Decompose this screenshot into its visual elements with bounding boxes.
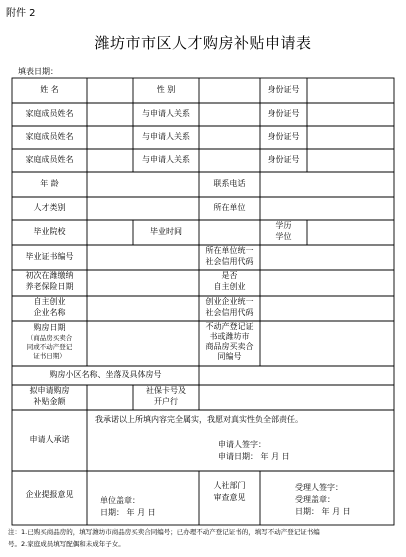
unit-credit-code-label: 所在单位统一 <box>205 246 254 255</box>
application-date: 申请日期： 年 月 日 <box>218 452 290 461</box>
hr-opinion-label: 审查意见 <box>213 493 246 502</box>
applicant-signature: 申请人签字： <box>218 440 266 449</box>
pension-date-label-2: 养老保险日期 <box>25 282 74 291</box>
purchase-date-label: 购房日期 <box>33 323 66 332</box>
hr-dept-label: 人社部门 <box>213 481 246 490</box>
degree-label: 学历 <box>275 221 292 230</box>
company-credit-code-label-2: 社会信用代码 <box>205 308 254 317</box>
school-label: 毕业院校 <box>33 227 66 236</box>
name-label: 姓 名 <box>40 85 59 94</box>
purchase-date-note-3: 证书日期） <box>33 352 66 360</box>
company-name-label: 自主创业 <box>33 297 66 306</box>
relation-label: 与申请人关系 <box>142 155 190 164</box>
sex-label: 性 别 <box>156 85 176 94</box>
company-opinion-label: 企业提报意见 <box>25 490 74 499</box>
family-id-label: 身份证号 <box>267 132 300 141</box>
estate-cert-label-4: 同编号 <box>217 352 242 361</box>
cert-number-label: 毕业证书编号 <box>25 252 74 261</box>
bank-card-label: 社保卡号及 <box>146 386 186 395</box>
self-employed-label-2: 自主创业 <box>213 282 246 291</box>
family-id-label: 身份证号 <box>267 109 300 118</box>
company-credit-code-label: 创业企业统一 <box>205 297 254 306</box>
fill-date-label: 填表日期： <box>18 67 58 76</box>
page-title: 潍坊市市区人才购房补贴申请表 <box>94 34 312 52</box>
bank-card-label-2: 开户行 <box>154 397 178 406</box>
purchase-date-note: （商品房买卖合 <box>26 334 73 342</box>
relation-label: 与申请人关系 <box>142 109 190 118</box>
family-name-label: 家庭成员姓名 <box>25 109 74 118</box>
receiver-date: 日期： 年 月 日 <box>295 507 351 516</box>
receiver-signature: 受理人签字： <box>295 483 343 492</box>
unit-credit-code-label-2: 社会信用代码 <box>205 257 254 266</box>
attachment-label: 附件 2 <box>6 8 36 19</box>
unit-date: 日期： 年 月 日 <box>100 508 156 517</box>
unit-seal: 单位盖章： <box>100 496 140 505</box>
address-label: 购房小区名称、坐落及具体房号 <box>49 370 162 379</box>
degree-label-2: 学位 <box>275 232 292 241</box>
family-name-label: 家庭成员姓名 <box>25 155 74 164</box>
receiver-seal: 受理盖章： <box>295 495 335 504</box>
age-label: 年 龄 <box>40 179 59 188</box>
estate-cert-label: 不动产登记证 <box>205 322 254 331</box>
self-employed-label: 是否 <box>221 271 238 280</box>
applicant-promise-label: 申请人承诺 <box>29 435 70 444</box>
family-id-label: 身份证号 <box>267 155 300 164</box>
id-number-label: 身份证号 <box>267 85 300 94</box>
estate-cert-label-2: 书或潍坊市 <box>209 332 250 341</box>
estate-cert-label-3: 商品房买卖合 <box>205 342 254 351</box>
work-unit-label: 所在单位 <box>213 203 246 212</box>
phone-label: 联系电话 <box>213 179 246 188</box>
family-name-label: 家庭成员姓名 <box>25 132 74 141</box>
pension-date-label: 初次在潍缴纳 <box>25 271 74 280</box>
grad-time-label: 毕业时间 <box>150 227 182 236</box>
company-name-label-2: 企业名称 <box>33 308 66 317</box>
footnote-2: 号。2.家庭成员填写配偶和未成年子女。 <box>8 540 125 548</box>
purchase-date-note-2: 同或不动产登记 <box>26 343 73 351</box>
footnote-1: 注：1.已购买商品房的，填写潍坊市商品房买卖合同编号；已办理不动产登记证书的，填写不动产登记证书编 <box>8 528 320 536</box>
subsidy-amount-label-2: 补贴金额 <box>33 397 66 406</box>
talent-type-label: 人才类别 <box>33 203 66 212</box>
relation-label: 与申请人关系 <box>142 132 190 141</box>
promise-text: 我承诺以上所填内容完全属实，我愿对真实性负全部责任。 <box>95 415 303 424</box>
subsidy-amount-label: 拟申请购房 <box>29 386 70 395</box>
